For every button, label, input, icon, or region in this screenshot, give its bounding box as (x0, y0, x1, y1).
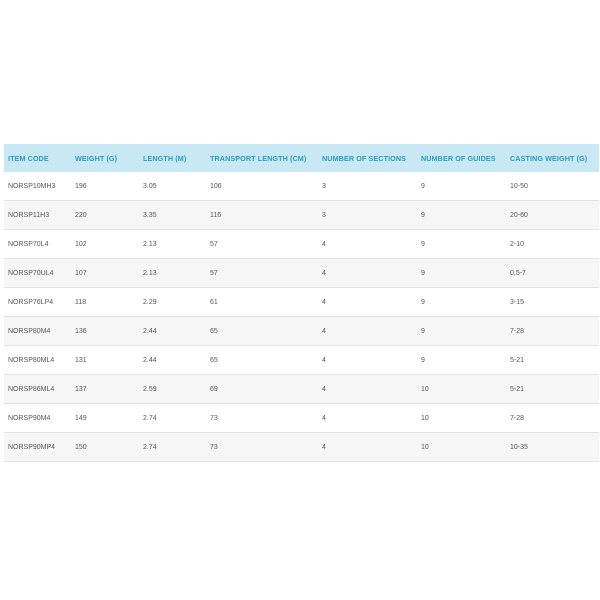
cell-length: 2.74 (139, 404, 206, 433)
cell-item-code: NORSP80M4 (4, 317, 71, 346)
cell-number-of-guides: 9 (417, 288, 506, 317)
cell-number-of-sections: 4 (318, 346, 417, 375)
cell-length: 3.05 (139, 172, 206, 201)
table-row (4, 433, 599, 462)
header-weight: WEIGHT (G) (71, 144, 139, 172)
cell-transport-length: 73 (206, 404, 318, 433)
cell-casting-weight: 5-21 (506, 346, 599, 375)
cell-casting-weight: 5-21 (506, 375, 599, 404)
table-row (4, 259, 599, 288)
cell-casting-weight: 20-60 (506, 201, 599, 230)
cell-casting-weight: 10-50 (506, 172, 599, 201)
cell-transport-length: 65 (206, 317, 318, 346)
cell-weight: 102 (71, 230, 139, 259)
cell-number-of-guides: 10 (417, 375, 506, 404)
header-number-of-guides: NUMBER OF GUIDES (417, 144, 506, 172)
cell-number-of-sections: 4 (318, 288, 417, 317)
cell-casting-weight: 7-28 (506, 404, 599, 433)
cell-number-of-guides: 9 (417, 317, 506, 346)
cell-number-of-sections: 4 (318, 433, 417, 462)
cell-number-of-sections: 4 (318, 404, 417, 433)
cell-number-of-sections: 4 (318, 317, 417, 346)
cell-weight: 149 (71, 404, 139, 433)
cell-number-of-guides: 10 (417, 433, 506, 462)
cell-weight: 220 (71, 201, 139, 230)
cell-length: 2.74 (139, 433, 206, 462)
cell-weight: 196 (71, 172, 139, 201)
table-row (4, 172, 599, 201)
header-item-code: ITEM CODE (4, 144, 71, 172)
cell-item-code: NORSP90M4 (4, 404, 71, 433)
cell-transport-length: 69 (206, 375, 318, 404)
cell-item-code: NORSP10MH3 (4, 172, 71, 201)
cell-transport-length: 73 (206, 433, 318, 462)
cell-item-code: NORSP80ML4 (4, 346, 71, 375)
spec-table (4, 144, 599, 462)
cell-number-of-guides: 9 (417, 259, 506, 288)
cell-transport-length: 61 (206, 288, 318, 317)
cell-number-of-guides: 9 (417, 346, 506, 375)
cell-weight: 137 (71, 375, 139, 404)
cell-number-of-sections: 4 (318, 375, 417, 404)
cell-casting-weight: 10-35 (506, 433, 599, 462)
cell-transport-length: 57 (206, 230, 318, 259)
table-header (4, 144, 599, 172)
header-casting-weight: CASTING WEIGHT (G) (506, 144, 599, 172)
cell-transport-length: 116 (206, 201, 318, 230)
cell-casting-weight: 3-15 (506, 288, 599, 317)
cell-length: 2.44 (139, 346, 206, 375)
cell-casting-weight: 7-28 (506, 317, 599, 346)
table-row (4, 317, 599, 346)
cell-item-code: NORSP90MP4 (4, 433, 71, 462)
table-row (4, 201, 599, 230)
cell-item-code: NORSP70L4 (4, 230, 71, 259)
cell-length: 2.13 (139, 230, 206, 259)
cell-number-of-guides: 9 (417, 172, 506, 201)
table-row (4, 375, 599, 404)
cell-number-of-guides: 10 (417, 404, 506, 433)
cell-transport-length: 65 (206, 346, 318, 375)
cell-number-of-guides: 9 (417, 201, 506, 230)
header-number-of-sections: NUMBER OF SECTIONS (318, 144, 417, 172)
table-row (4, 404, 599, 433)
cell-item-code: NORSP86ML4 (4, 375, 71, 404)
cell-item-code: NORSP70UL4 (4, 259, 71, 288)
cell-weight: 136 (71, 317, 139, 346)
table-row (4, 346, 599, 375)
cell-length: 2.44 (139, 317, 206, 346)
cell-number-of-sections: 3 (318, 201, 417, 230)
cell-length: 2.59 (139, 375, 206, 404)
cell-transport-length: 57 (206, 259, 318, 288)
cell-weight: 118 (71, 288, 139, 317)
table-row (4, 230, 599, 259)
cell-item-code: NORSP76LP4 (4, 288, 71, 317)
cell-number-of-guides: 9 (417, 230, 506, 259)
cell-number-of-sections: 4 (318, 230, 417, 259)
table-row (4, 288, 599, 317)
cell-number-of-sections: 3 (318, 172, 417, 201)
header-transport-length: TRANSPORT LENGTH (CM) (206, 144, 318, 172)
cell-transport-length: 106 (206, 172, 318, 201)
cell-length: 2.29 (139, 288, 206, 317)
table-body (4, 172, 599, 462)
cell-weight: 131 (71, 346, 139, 375)
cell-casting-weight: 2-10 (506, 230, 599, 259)
cell-number-of-sections: 4 (318, 259, 417, 288)
cell-casting-weight: 0,5-7 (506, 259, 599, 288)
cell-weight: 150 (71, 433, 139, 462)
header-row (4, 144, 599, 172)
cell-item-code: NORSP11H3 (4, 201, 71, 230)
cell-length: 3.35 (139, 201, 206, 230)
cell-length: 2.13 (139, 259, 206, 288)
header-length: LENGTH (M) (139, 144, 206, 172)
cell-weight: 107 (71, 259, 139, 288)
